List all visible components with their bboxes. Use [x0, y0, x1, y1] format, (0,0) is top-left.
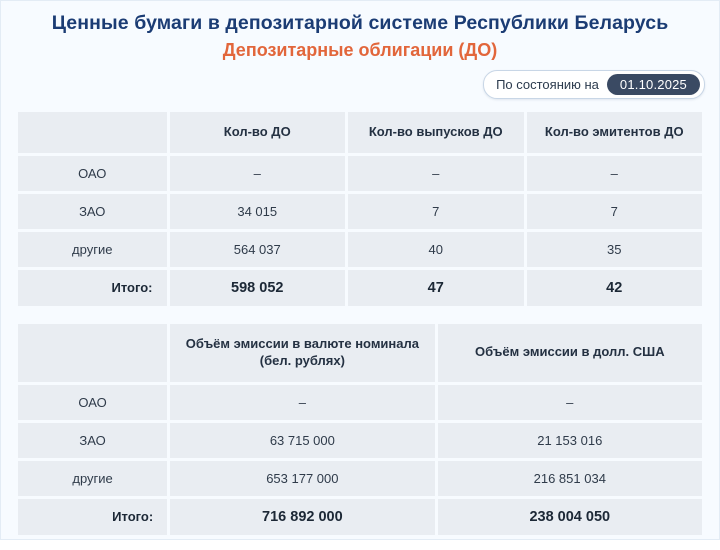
cell-value: 35: [527, 232, 703, 267]
total-value: 598 052: [170, 270, 346, 306]
cell-value: 7: [527, 194, 703, 229]
cell-value: –: [527, 156, 703, 191]
status-badge-date: 01.10.2025: [607, 74, 700, 95]
table-total-row: [18, 270, 702, 306]
total-value: 238 004 050: [438, 499, 702, 535]
cell-value: 216 851 034: [438, 461, 702, 496]
column-header-volume-usd: Объём эмиссии в долл. США: [438, 324, 702, 382]
status-badge: [483, 70, 705, 99]
cell-value: 21 153 016: [438, 423, 702, 458]
total-value: 47: [348, 270, 524, 306]
row-label: ОАО: [18, 385, 167, 420]
table-corner-cell: [18, 112, 167, 153]
status-badge-label: По состоянию на: [496, 76, 599, 92]
row-label: другие: [18, 232, 167, 267]
row-label: ЗАО: [18, 423, 167, 458]
cell-value: 653 177 000: [170, 461, 434, 496]
table-header-row: [18, 112, 702, 153]
page-subtitle: Депозитарные облигации (ДО): [222, 40, 498, 61]
cell-value: 34 015: [170, 194, 346, 229]
table-row: [18, 232, 702, 267]
table-emission-volumes: [15, 321, 705, 538]
column-header-count-issues: Кол-во выпусков ДО: [348, 112, 524, 153]
table-row: [18, 461, 702, 496]
cell-value: 63 715 000: [170, 423, 434, 458]
column-header-count-issuers: Кол-во эмитентов ДО: [527, 112, 703, 153]
total-value: 42: [527, 270, 703, 306]
table-quantities: [15, 109, 705, 309]
total-value: 716 892 000: [170, 499, 434, 535]
page-title: Ценные бумаги в депозитарной системе Республики Беларусь: [51, 12, 669, 34]
table-row: [18, 423, 702, 458]
cell-value: 7: [348, 194, 524, 229]
cell-value: 564 037: [170, 232, 346, 267]
total-label: Итого:: [18, 270, 167, 306]
row-label: ОАО: [18, 156, 167, 191]
table-header-row: [18, 324, 702, 382]
cell-value: 40: [348, 232, 524, 267]
slide-header: [1, 1, 719, 62]
table-total-row: [18, 499, 702, 535]
tables-container: [1, 99, 719, 550]
row-label: другие: [18, 461, 167, 496]
status-row: [1, 62, 719, 99]
table-corner-cell: [18, 324, 167, 382]
cell-value: –: [348, 156, 524, 191]
total-label: Итого:: [18, 499, 167, 535]
cell-value: –: [170, 385, 434, 420]
row-label: ЗАО: [18, 194, 167, 229]
cell-value: –: [438, 385, 702, 420]
table-row: [18, 194, 702, 229]
column-header-volume-byn: Объём эмиссии в валюте номинала (бел. рублях): [170, 324, 434, 382]
table-row: [18, 385, 702, 420]
cell-value: –: [170, 156, 346, 191]
table-row: [18, 156, 702, 191]
column-header-count-do: Кол-во ДО: [170, 112, 346, 153]
